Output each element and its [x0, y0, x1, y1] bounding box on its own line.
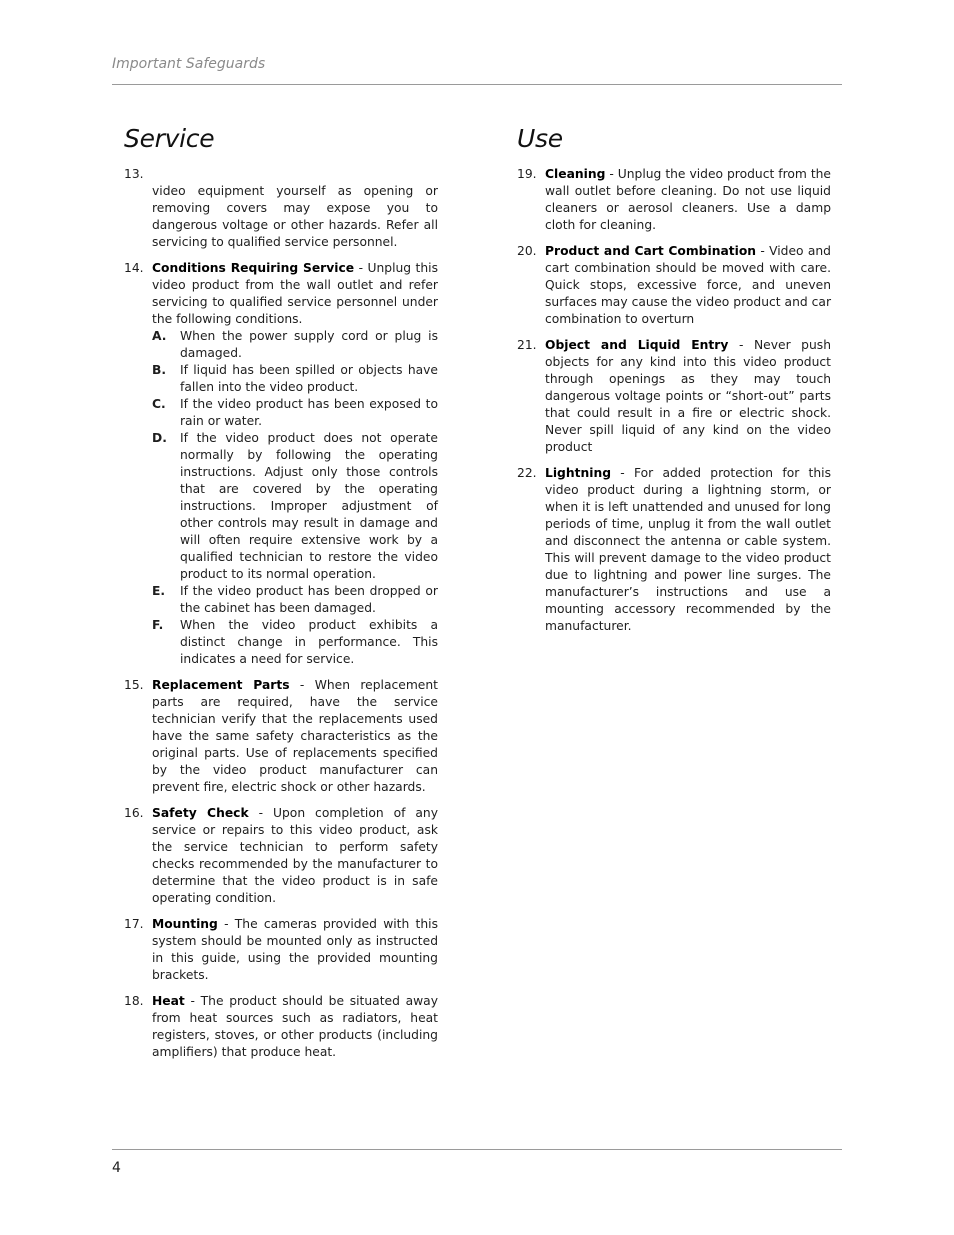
item-text: - Video and cart combination should be moved with care. Quick stops, excessive force, and uneven surfaces may cause the video product and car combination to overturn: [545, 244, 831, 326]
service-column: [124, 124, 438, 1070]
section-title-service: Service: [124, 124, 215, 153]
list-item-18: [124, 993, 438, 1061]
item-number: 14.: [124, 261, 144, 275]
page-number: 4: [112, 1160, 121, 1176]
item-label: Object and Liquid Entry: [545, 338, 729, 352]
item-label: Product and Cart Combination: [545, 244, 757, 258]
sub-item-text: When the video product exhibits a distinct change in performance. This indicates a need for service.: [180, 618, 438, 666]
item-text: - Unplug this video product from the wall outlet and refer servicing to qualified service personnel under the following conditions.: [152, 261, 438, 326]
sub-item-b: [152, 362, 438, 396]
sub-item-text: If the video product has been dropped or the cabinet has been damaged.: [180, 584, 438, 615]
list-item-14: [124, 260, 438, 668]
item-number: 16.: [124, 806, 144, 820]
item-number: 21.: [517, 338, 537, 352]
list-item-22: [517, 465, 831, 635]
item-text: - The product should be situated away from heat sources such as radiators, heat registers, stoves, or other products (including amplifiers) that produce heat.: [152, 994, 438, 1059]
item-number: 15.: [124, 678, 144, 692]
item-text: video equipment yourself as opening or removing covers may expose you to dangerous voltage or other hazards. Refer all servicing to qualified service personnel.: [152, 184, 438, 249]
item-label: Cleaning: [545, 167, 606, 181]
sub-item-letter: E.: [152, 584, 166, 598]
sub-item-letter: A.: [152, 329, 167, 343]
item-number: 22.: [517, 466, 537, 480]
footer-divider: [112, 1149, 842, 1150]
item-text: - The cameras provided with this system should be mounted only as instructed in this guide, using the provided mounting brackets.: [152, 917, 438, 982]
list-item-13: [124, 166, 438, 251]
item-label: Lightning: [545, 466, 612, 480]
sub-item-e: [152, 583, 438, 617]
item-text: - For added protection for this video product during a lightning storm, or when it is left unattended and unused for long periods of time, unplug it from the wall outlet and disconnect the antenna or cable system. This will prevent damage to the video product due to lightning and power line surges. The manufacturer’s instructions and use a mounting accessory recommended by the manufacturer.: [545, 466, 831, 633]
item-number: 13.: [124, 167, 144, 181]
item-label: Replacement Parts: [152, 678, 290, 692]
item-text: - Unplug the video product from the wall outlet before cleaning. Do not use liquid cleaners or aerosol cleaners. Use a damp cloth for cleaning.: [545, 167, 831, 232]
sub-item-text: If the video product does not operate normally by following the operating instructions. Adjust only those controls that are covered by the operating instructions. Improper adjustment of other controls may result in damage and will often require extensive work by a qualified technician to restore the video product to its normal operation.: [180, 431, 438, 581]
item-label: Mounting: [152, 917, 218, 931]
item-text: - Upon completion of any service or repairs to this video product, ask the service technician to perform safety checks recommended by the manufacturer to determine that the video product is in safe operating condition.: [152, 806, 439, 905]
sub-item-f: [152, 617, 438, 668]
item-number: 17.: [124, 917, 144, 931]
list-item-17: [124, 916, 438, 984]
item-text: - Never push objects for any kind into this video product through openings as they may touch dangerous voltage points or “short-out” parts that could result in a fire or electric shock. Never spill liquid of any kind on the video product: [545, 338, 831, 454]
item-label: Heat: [152, 994, 185, 1008]
sub-item-text: When the power supply cord or plug is damaged.: [180, 329, 438, 360]
sub-item-a: [152, 328, 438, 362]
list-item-15: [124, 677, 438, 796]
use-column: [517, 124, 831, 644]
list-item-16: [124, 805, 438, 907]
sub-item-d: [152, 430, 438, 583]
item-number: 18.: [124, 994, 144, 1008]
sub-item-text: If the video product has been exposed to rain or water.: [180, 397, 438, 428]
running-header: Important Safeguards: [112, 56, 266, 72]
sub-item-text: If liquid has been spilled or objects have fallen into the video product.: [180, 363, 438, 394]
sub-item-letter: F.: [152, 618, 164, 632]
header-divider: [112, 84, 842, 85]
list-item-21: [517, 337, 831, 456]
section-title-use: Use: [517, 124, 563, 153]
item-number: 20.: [517, 244, 537, 258]
sub-item-letter: C.: [152, 397, 166, 411]
sub-item-letter: D.: [152, 431, 167, 445]
item-number: 19.: [517, 167, 537, 181]
sub-item-c: [152, 396, 438, 430]
item-label: Conditions Requiring Service: [152, 261, 355, 275]
list-item-20: [517, 243, 831, 328]
item-label: Safety Check: [152, 806, 249, 820]
list-item-19: [517, 166, 831, 234]
item-text: - When replacement parts are required, have the service technician verify that the replacements used have the same safety characteristics as the original parts. Use of replacements specified by the video product manufacturer can prevent fire, electric shock or other hazards.: [152, 678, 438, 794]
sub-item-letter: B.: [152, 363, 167, 377]
